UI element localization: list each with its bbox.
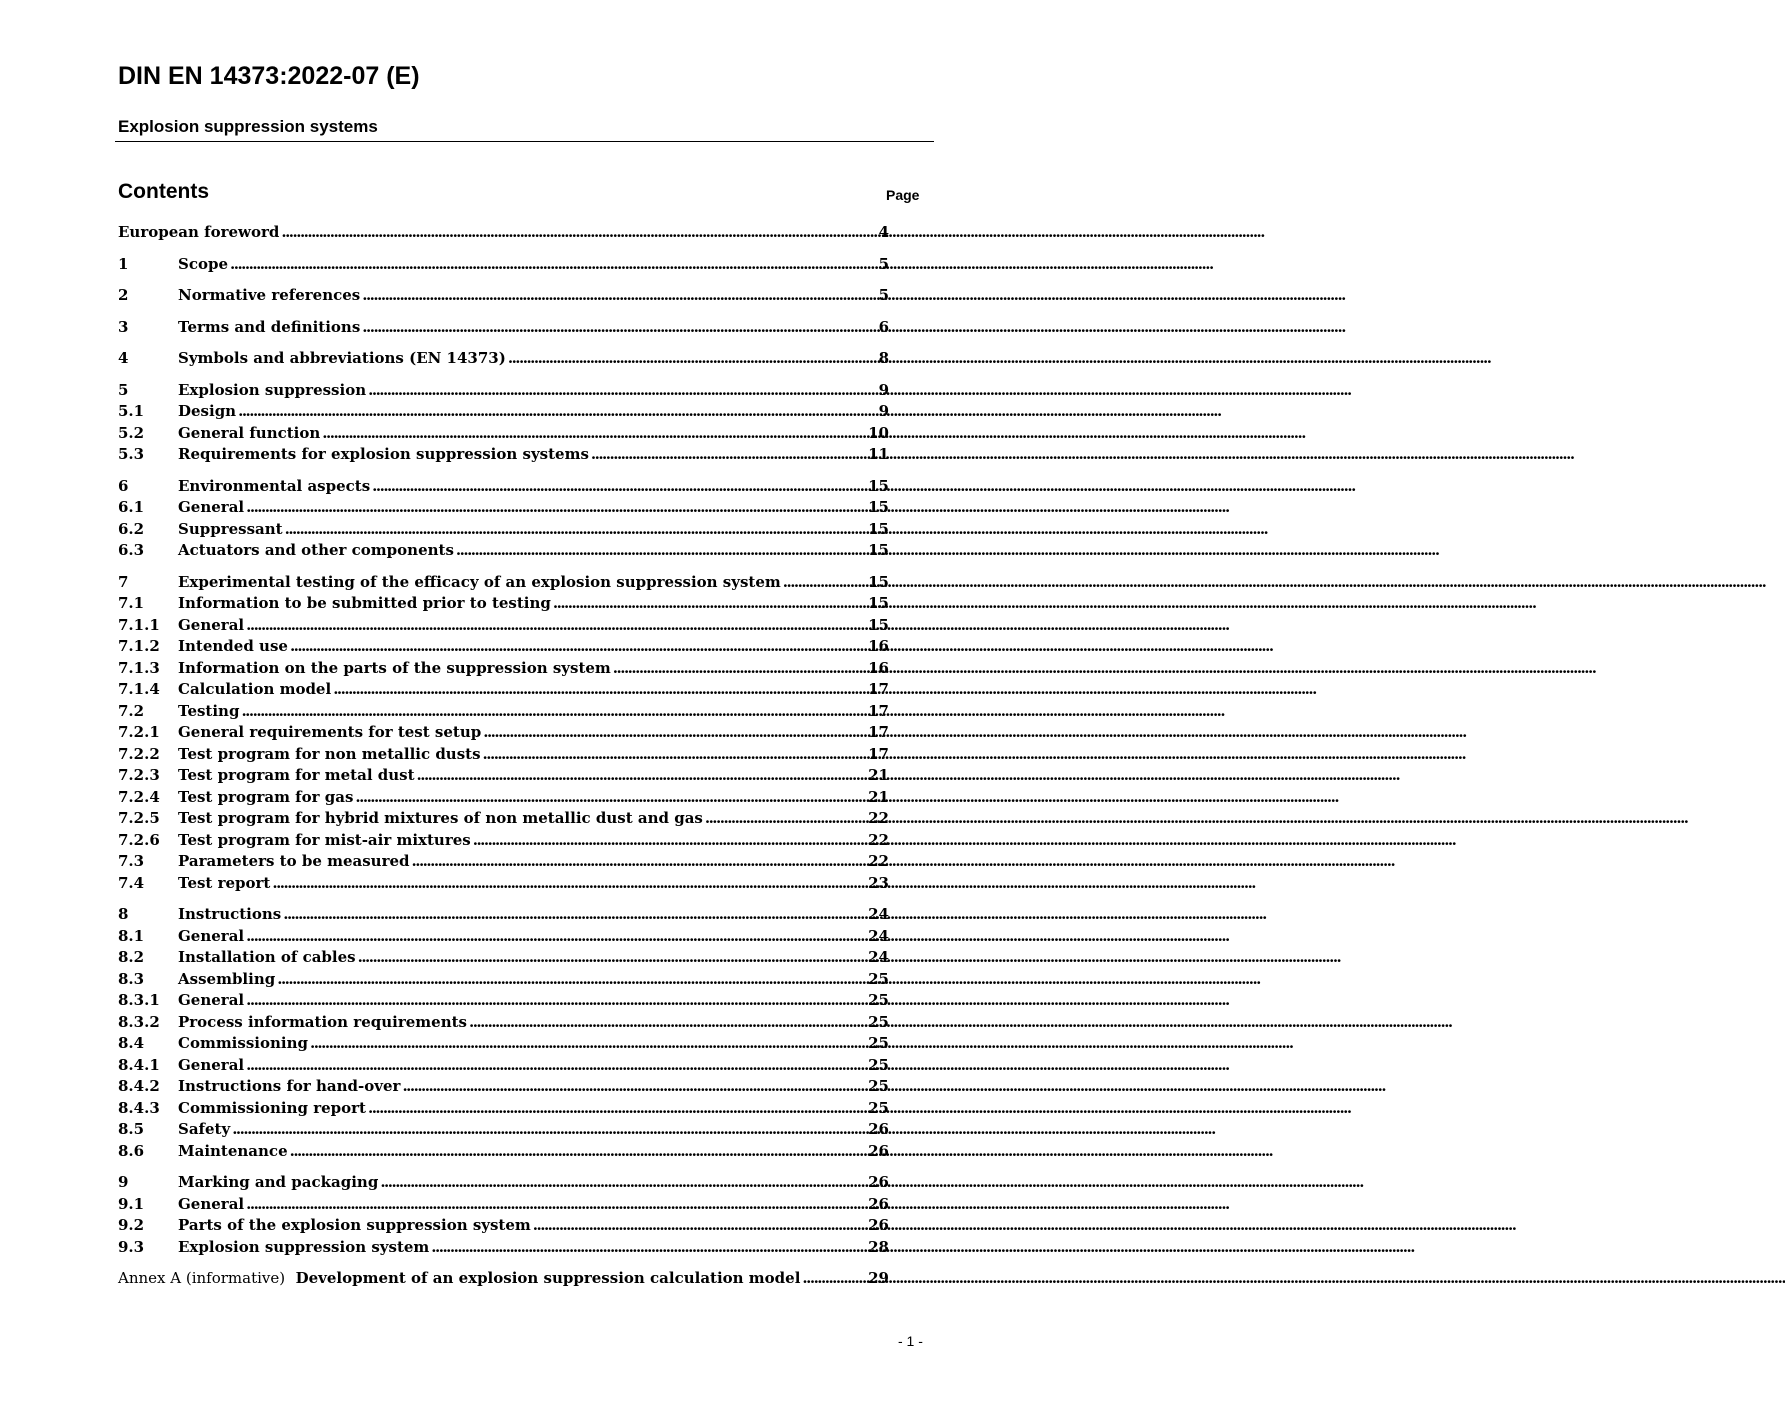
- toc-entry-title: Symbols and abbreviations (EN 14373): [178, 349, 506, 367]
- toc-entry-number: 6.3: [118, 541, 145, 559]
- toc-entry-page: 5: [878, 286, 889, 304]
- toc-entry[interactable]: [118, 904, 889, 926]
- toc-entry-title: Parameters to be measured: [178, 852, 410, 870]
- toc-entry-page: 26: [868, 1173, 889, 1191]
- toc-entry-number: 8.1: [118, 926, 145, 945]
- toc-entry-number: 8.4.2: [118, 1077, 160, 1095]
- toc-entry-number: 8.3.1: [118, 991, 160, 1009]
- toc-leader: [241, 701, 866, 723]
- toc-leader: [272, 873, 866, 895]
- toc-entry-number: 7.2.4: [118, 787, 160, 806]
- toc-entry-number: 7.1.3: [118, 658, 160, 677]
- toc-entry-number: 7.2.3: [118, 766, 160, 784]
- toc-entry[interactable]: [118, 401, 889, 423]
- toc-entry-title: Intended use: [178, 637, 288, 655]
- toc-entry-number: 7.1.4: [118, 680, 160, 698]
- toc-entry-page: 16: [868, 658, 889, 677]
- toc-entry-number: 7.2.6: [118, 830, 160, 849]
- toc-entry[interactable]: [118, 990, 889, 1012]
- toc-entry-title: Testing: [178, 701, 240, 720]
- toc-entry-number: 9.1: [118, 1194, 145, 1213]
- toc-entry[interactable]: [118, 722, 889, 744]
- toc-entry[interactable]: [118, 1012, 889, 1034]
- toc-entry-number: 5.1: [118, 402, 145, 420]
- toc-entry-title: Safety: [178, 1120, 231, 1138]
- toc-leader: [281, 222, 876, 244]
- toc-entry-title: Information on the parts of the suppression system: [178, 658, 611, 677]
- contents-heading: Contents: [118, 180, 209, 203]
- toc-entry-annex-a[interactable]: [118, 1268, 889, 1290]
- toc-entry-page: 16: [868, 637, 889, 655]
- toc-leader: [362, 285, 876, 307]
- toc-entry-number: 6.1: [118, 498, 145, 516]
- toc-entry-title: General requirements for test setup: [178, 723, 482, 741]
- toc-entry-number: 2: [118, 286, 129, 304]
- toc-entry-page: 17: [868, 744, 889, 763]
- toc-entry[interactable]: [118, 851, 889, 873]
- toc-leader: [591, 444, 866, 466]
- header-divider: [115, 141, 934, 142]
- toc-entry-number: 8.4.1: [118, 1055, 160, 1074]
- toc-entry-number: 7.2.1: [118, 723, 160, 741]
- toc-entry-page: 9: [878, 380, 889, 399]
- toc-entry-page: 24: [868, 926, 889, 945]
- toc-entry-title: Scope: [178, 254, 229, 273]
- toc-entry-number: 8.5: [118, 1120, 145, 1138]
- toc-leader: [246, 1055, 866, 1077]
- toc-entry-title: Information to be submitted prior to testing: [178, 594, 551, 612]
- toc-entry-number: 1: [118, 254, 129, 273]
- toc-entry-page: 26: [868, 1120, 889, 1138]
- toc-entry-number: 7.1.2: [118, 637, 160, 655]
- toc-leader: [483, 722, 866, 744]
- toc-entry-title: General function: [178, 423, 321, 442]
- toc-entry-page: 28: [868, 1237, 889, 1256]
- toc-entry-number: 8.2: [118, 948, 145, 966]
- toc-entry-page: 5: [878, 254, 889, 273]
- toc-leader: [372, 476, 866, 498]
- toc-leader: [368, 1098, 866, 1120]
- toc-entry[interactable]: [118, 969, 889, 991]
- toc-entry-page: 8: [878, 349, 889, 367]
- toc-entry-page: 15: [868, 498, 889, 516]
- toc-leader: [285, 519, 867, 541]
- toc-entry-page: 24: [868, 948, 889, 966]
- toc-entry-number: 8.3.2: [118, 1012, 160, 1031]
- toc-entry-page: 25: [868, 1055, 889, 1074]
- toc-entry-title: Terms and definitions: [178, 317, 361, 336]
- toc-leader: [322, 423, 866, 445]
- toc-entry-page: 29: [868, 1269, 889, 1287]
- toc-entry[interactable]: [118, 679, 889, 701]
- toc-entry-page: 17: [868, 680, 889, 698]
- toc-leader: [431, 1237, 866, 1259]
- toc-leader: [246, 926, 866, 948]
- toc-entry-title: Test program for non metallic dusts: [178, 744, 481, 763]
- document-id: DIN EN 14373:2022-07 (E): [118, 62, 420, 90]
- toc-leader: [277, 969, 866, 991]
- toc-leader: [362, 317, 876, 339]
- toc-entry-title: Assembling: [178, 969, 276, 988]
- toc-leader: [230, 254, 877, 276]
- toc-entry-page: 15: [868, 476, 889, 495]
- toc-entry-page: 25: [868, 1098, 889, 1117]
- toc-entry-number: 7.2: [118, 701, 145, 720]
- toc-entry-title: Experimental testing of the efficacy of an explosion suppression system: [178, 572, 781, 591]
- toc-entry-page: 25: [868, 969, 889, 988]
- toc-entry-page: 22: [868, 809, 889, 827]
- toc-entry-page: 26: [868, 1216, 889, 1234]
- toc-leader: [613, 658, 866, 680]
- toc-entry[interactable]: [118, 658, 889, 680]
- toc-entry-title: Test program for hybrid mixtures of non metallic dust and gas: [178, 809, 703, 827]
- toc-entry-page: 22: [868, 830, 889, 849]
- toc-entry[interactable]: [118, 1237, 889, 1259]
- table-of-contents: [118, 222, 889, 1290]
- toc-leader: [283, 904, 866, 926]
- toc-entry-page: 17: [868, 723, 889, 741]
- toc-entry-title: Suppressant: [178, 519, 283, 538]
- toc-entry[interactable]: [118, 1098, 889, 1120]
- toc-entry-number: 5.3: [118, 445, 145, 463]
- toc-entry-page: 9: [878, 402, 889, 420]
- toc-entry-title: European foreword: [118, 223, 280, 241]
- toc-entry-number: 6: [118, 476, 129, 495]
- toc-entry[interactable]: [118, 476, 889, 498]
- toc-leader: [533, 1215, 866, 1237]
- toc-entry-title: Calculation model: [178, 680, 332, 698]
- toc-leader: [705, 808, 866, 830]
- toc-entry-title: General: [178, 1194, 245, 1213]
- toc-leader: [246, 990, 866, 1012]
- toc-entry-title: Environmental aspects: [178, 476, 371, 495]
- toc-entry-page: 15: [868, 615, 889, 634]
- toc-entry-title: Explosion suppression system: [178, 1237, 430, 1256]
- toc-entry-title: Installation of cables: [178, 948, 356, 966]
- toc-entry-number: 4: [118, 349, 129, 367]
- toc-leader: [783, 572, 866, 594]
- annex-title: Development of an explosion suppression calculation model: [295, 1269, 801, 1287]
- toc-leader: [310, 1033, 866, 1055]
- toc-entry-title: Instructions: [178, 905, 282, 923]
- toc-entry-number: 7.4: [118, 873, 145, 892]
- toc-entry-page: 21: [868, 787, 889, 806]
- toc-entry[interactable]: [118, 222, 889, 244]
- toc-entry-page: 23: [868, 873, 889, 892]
- toc-entry-number: 5.2: [118, 423, 145, 442]
- toc-entry-number: 6.2: [118, 519, 145, 538]
- toc-leader: [246, 497, 866, 519]
- annex-label: Annex A (informative): [118, 1269, 286, 1287]
- toc-entry-title: Test program for metal dust: [178, 766, 415, 784]
- toc-entry-number: 8: [118, 905, 129, 923]
- toc-entry-number: 7.1: [118, 594, 145, 612]
- toc-entry[interactable]: [118, 423, 889, 445]
- toc-entry-title: Design: [178, 402, 237, 420]
- toc-entry-page: 15: [868, 594, 889, 612]
- toc-entry[interactable]: [118, 519, 889, 541]
- toc-entry[interactable]: [118, 787, 889, 809]
- toc-entry-number: 9: [118, 1173, 129, 1191]
- toc-entry-page: 25: [868, 1012, 889, 1031]
- toc-entry[interactable]: [118, 830, 889, 852]
- toc-entry-title: Process information requirements: [178, 1012, 467, 1031]
- toc-entry[interactable]: [118, 873, 889, 895]
- toc-entry-title: Parts of the explosion suppression system: [178, 1216, 531, 1234]
- toc-leader: [508, 348, 877, 370]
- toc-leader: [232, 1119, 866, 1141]
- toc-entry-page: 25: [868, 1077, 889, 1095]
- toc-entry[interactable]: [118, 636, 889, 658]
- toc-leader: [802, 1268, 866, 1290]
- toc-entry-number: 9.2: [118, 1216, 145, 1234]
- toc-entry-number: 5: [118, 380, 129, 399]
- toc-entry-title: Marking and packaging: [178, 1173, 379, 1191]
- toc-entry-number: 7.2.2: [118, 744, 160, 763]
- toc-entry-title: General: [178, 926, 245, 945]
- toc-entry[interactable]: [118, 444, 889, 466]
- toc-entry-number: 8.3: [118, 969, 145, 988]
- toc-entry-title: Maintenance: [178, 1141, 288, 1160]
- toc-entry[interactable]: [118, 572, 889, 594]
- toc-entry[interactable]: [118, 497, 889, 519]
- toc-leader: [473, 830, 866, 852]
- toc-entry-title: Requirements for explosion suppression systems: [178, 445, 589, 463]
- toc-entry[interactable]: [118, 808, 889, 830]
- toc-entry-page: 15: [868, 541, 889, 559]
- toc-leader: [402, 1076, 866, 1098]
- toc-entry[interactable]: [118, 285, 889, 307]
- toc-entry[interactable]: [118, 1055, 889, 1077]
- toc-entry-page: 4: [878, 223, 889, 241]
- toc-entry-number: 8.6: [118, 1141, 145, 1160]
- toc-entry-number: 7.2.5: [118, 809, 160, 827]
- toc-leader: [456, 540, 866, 562]
- toc-entry-number: 7: [118, 572, 129, 591]
- toc-entry[interactable]: [118, 701, 889, 723]
- toc-entry-title: General: [178, 1055, 245, 1074]
- toc-entry-page: 11: [868, 445, 889, 463]
- toc-entry[interactable]: [118, 1119, 889, 1141]
- toc-entry-title: Test report: [178, 873, 271, 892]
- toc-entry[interactable]: [118, 1033, 889, 1055]
- toc-leader: [246, 615, 866, 637]
- toc-entry[interactable]: [118, 1172, 889, 1194]
- toc-entry[interactable]: [118, 593, 889, 615]
- toc-entry-page: 10: [868, 423, 889, 442]
- toc-entry[interactable]: [118, 1194, 889, 1216]
- toc-entry-page: 25: [868, 991, 889, 1009]
- page-number: - 1 -: [898, 1333, 923, 1349]
- toc-entry-title: Instructions for hand-over: [178, 1077, 401, 1095]
- toc-entry-number: 7.3: [118, 852, 145, 870]
- toc-entry-number: 9.3: [118, 1237, 145, 1256]
- toc-entry-title: Test program for mist-air mixtures: [178, 830, 471, 849]
- toc-entry-number: 8.4: [118, 1034, 145, 1052]
- toc-entry-title: General: [178, 498, 245, 516]
- toc-entry-title: Commissioning: [178, 1034, 308, 1052]
- toc-entry-title: Normative references: [178, 286, 361, 304]
- toc-entry-title: Test program for gas: [178, 787, 354, 806]
- toc-entry-title: Commissioning report: [178, 1098, 366, 1117]
- toc-leader: [355, 787, 866, 809]
- toc-leader: [246, 1194, 866, 1216]
- toc-leader: [417, 765, 867, 787]
- toc-entry-page: 25: [868, 1034, 889, 1052]
- toc-entry[interactable]: [118, 1141, 889, 1163]
- toc-leader: [290, 1141, 867, 1163]
- toc-entry-page: 17: [868, 701, 889, 720]
- toc-leader: [469, 1012, 866, 1034]
- toc-entry-title: [118, 1268, 800, 1290]
- toc-leader: [553, 593, 866, 615]
- toc-entry[interactable]: [118, 1076, 889, 1098]
- toc-entry-page: 15: [868, 519, 889, 538]
- toc-entry[interactable]: [118, 926, 889, 948]
- toc-leader: [483, 744, 867, 766]
- toc-leader: [380, 1172, 866, 1194]
- page-column-label: Page: [886, 187, 920, 203]
- document-subtitle: Explosion suppression systems: [118, 117, 378, 136]
- toc-entry[interactable]: [118, 540, 889, 562]
- toc-leader: [333, 679, 866, 701]
- toc-entry[interactable]: [118, 317, 889, 339]
- toc-leader: [290, 636, 866, 658]
- toc-leader: [238, 401, 876, 423]
- toc-entry-title: Actuators and other components: [178, 541, 454, 559]
- toc-entry-page: 26: [868, 1141, 889, 1160]
- toc-entry[interactable]: [118, 615, 889, 637]
- toc-entry-page: 15: [868, 572, 889, 591]
- toc-leader: [358, 947, 867, 969]
- toc-entry[interactable]: [118, 765, 889, 787]
- toc-entry-page: 22: [868, 852, 889, 870]
- toc-entry-title: General: [178, 615, 245, 634]
- toc-entry-title: General: [178, 991, 245, 1009]
- toc-entry[interactable]: [118, 348, 889, 370]
- toc-entry[interactable]: [118, 947, 889, 969]
- toc-leader: [412, 851, 867, 873]
- toc-entry[interactable]: [118, 744, 889, 766]
- toc-entry[interactable]: [118, 1215, 889, 1237]
- toc-entry[interactable]: [118, 380, 889, 402]
- toc-entry-page: 26: [868, 1194, 889, 1213]
- toc-entry-page: 6: [878, 317, 889, 336]
- toc-entry-number: 8.4.3: [118, 1098, 160, 1117]
- toc-entry-title: Explosion suppression: [178, 380, 367, 399]
- toc-entry-page: 24: [868, 905, 889, 923]
- toc-leader: [368, 380, 876, 402]
- toc-entry-page: 21: [868, 766, 889, 784]
- toc-entry-number: 7.1.1: [118, 615, 160, 634]
- toc-entry[interactable]: [118, 254, 889, 276]
- toc-entry-number: 3: [118, 317, 129, 336]
